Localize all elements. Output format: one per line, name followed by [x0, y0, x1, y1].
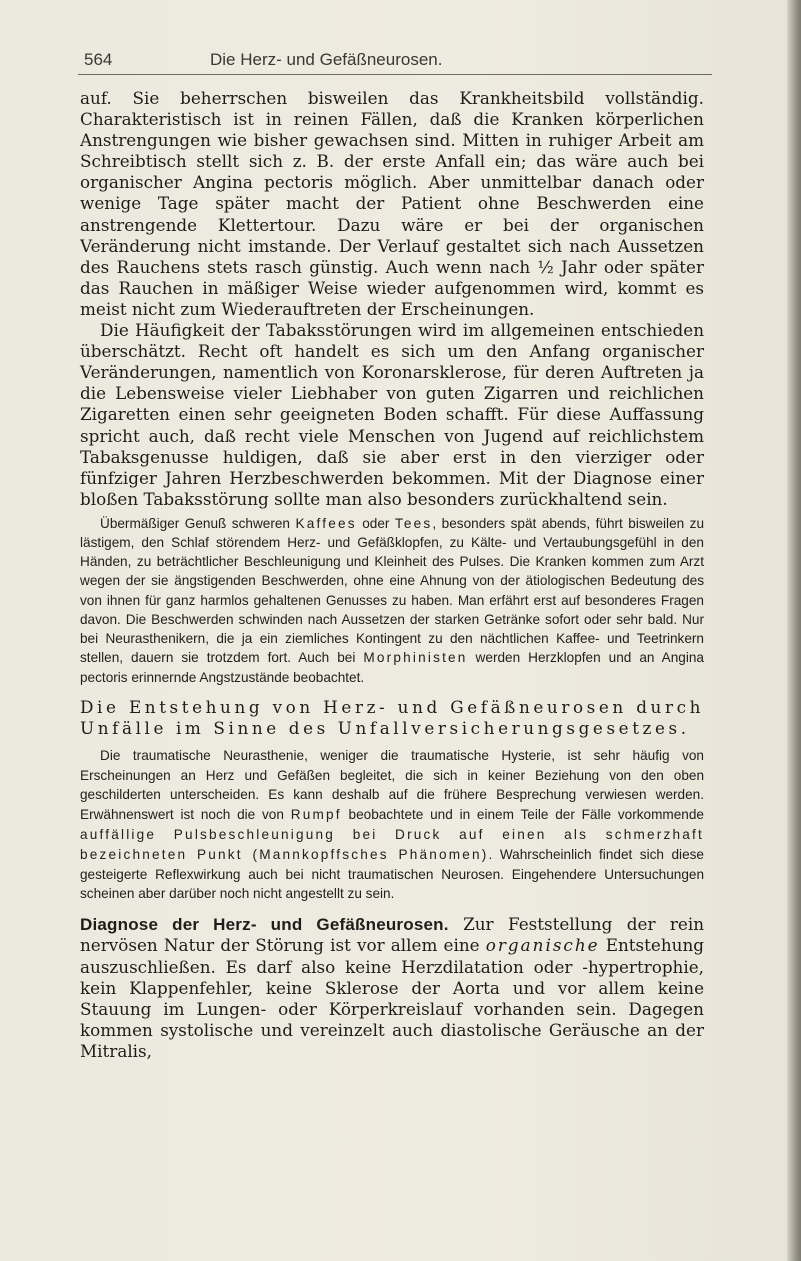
diagnosis-paragraph	[80, 914, 704, 1062]
spaced-word-tee: Tees	[394, 515, 433, 531]
section-heading-unfall	[80, 697, 704, 740]
small-print-paragraph-coffee-tea	[80, 514, 704, 687]
text-span: Die traumatische Neurasthenie, weniger die traumatische Hysterie, ist sehr häufig von Erscheinungen an Herz und Gefäßen begleitet, die sich in keiner Beziehung von den oben geschilderten unterscheiden. Es kann deshalb auf die frühere Besprechung verwiesen werden. Erwähnenswert ist noch die von	[80, 747, 704, 823]
text-span: werden Herzklopfen und an Angina pectoris erinnernde Angstzustände beobachtet.	[80, 650, 704, 685]
running-head: Die Herz- und Gefäßneurosen.	[210, 50, 443, 69]
page-content	[80, 88, 704, 1063]
header-rule	[78, 74, 712, 75]
paragraph-2: Die Häufigkeit der Tabaksstörungen wird im allgemeinen entschieden überschätzt. Recht oft handelt es sich um den Anfang organischer Veränderungen, namentlich von Koronarsklerose, für deren Auftreten ja die Lebensweise vieler Liebhaber von guten Zigarren und reichlichen Zigaretten einen sehr geeigneten Boden schafft. Für diese Auffassung spricht auch, daß recht viele Menschen von Jugend auf reichlichstem Tabaksgenusse huldigen, daß sie aber erst in den vierziger oder fünfziger Jahren Herzbeschwerden bekommen. Mit der Diagnose einer bloßen Tabaksstörung sollte man also besonders zurückhaltend sein.	[80, 320, 704, 509]
text-span: . Wahrscheinlich findet sich diese gesteigerte Reflexwirkung auch bei nicht traumatischen Neurosen. Eingehendere Untersuchungen scheinen aber darüber noch nicht angestellt zu sein.	[80, 846, 704, 902]
text-span: oder	[356, 515, 395, 531]
section-heading-text: Die Entstehung von Herz- und Gefäßneurosen durch Unfälle im Sinne des Unfallversicherungsgesetzes.	[80, 696, 704, 739]
text-span: Übermäßiger Genuß schweren	[100, 515, 296, 531]
text-span: Entstehung auszuschließen. Es darf also keine Herzdilatation oder -hypertrophie, kein Klappenfehler, keine Sklerose der Aorta und vor allem keine Stauung im Lungen- oder Körperkreislauf vorhanden sein. Dagegen kommen systolische und vereinzelt auch diastolische Geräusche an der Mitralis,	[80, 935, 704, 1062]
small-print-paragraph-traumatic	[80, 746, 704, 904]
spaced-phrase-mannkopff: auffällige Pulsbeschleunigung bei Druck auf einen als schmerzhaft bezeichneten Punkt (Mannkopffsches Phänomen)	[80, 827, 704, 862]
italic-word-organische: organische	[485, 935, 600, 956]
spaced-word-morphinisten: Morphinisten	[363, 650, 468, 666]
spaced-word-kaffee: Kaffees	[295, 515, 357, 531]
text-span: , besonders spät abends, führt bisweilen zu lästigem, den Schlaf störendem Herz- und Gefäßklopfen, zu Kälte- und Vertaubungsgefühl in den Händen, zu beträchtlicher Beschleunigung und Kleinheit des Pulses. Die Kranken kommen zum Arzt wegen der sie ängstigenden Beschwerden, ohne eine Ahnung von der ätiologischen Bedeutung des von ihnen für ganz harmlos gehaltenen Genusses zu haben. Man erfährt erst auf besonderes Fragen davon. Die Beschwerden schwinden nach Aussetzen der starken Getränke sofort oder sehr bald. Nur bei Neurasthenikern, die ja ein ziemliches Kontingent zu den nächtlichen Kaffee- und Teetrinkern stellen, dauern sie trotzdem fort. Auch bei	[80, 515, 705, 666]
diagnosis-heading: Diagnose der Herz- und Gefäßneurosen.	[80, 915, 449, 935]
text-span: beobachtete und in einem Teile der Fälle vorkommende	[341, 807, 704, 823]
page-number: 564	[84, 50, 113, 69]
spaced-word-rumpf: Rumpf	[290, 807, 342, 823]
paragraph-1: auf. Sie beherrschen bisweilen das Krankheitsbild vollständig. Charakteristisch ist in reinen Fällen, daß die Kranken körperlichen Anstrengungen wie bisher gewachsen sind. Mitten in ruhiger Arbeit am Schreibtisch stellt sich z. B. der erste Anfall ein; das wäre auch bei organischer Angina pectoris möglich. Aber unmittelbar danach oder wenige Tage später macht der Patient ohne Beschwerden eine anstrengende Klettertour. Dazu wäre er bei der organischen Veränderung nicht imstande. Der Verlauf gestaltet sich nach Aussetzen des Rauchens stets rasch günstig. Auch wenn nach ½ Jahr oder später das Rauchen in mäßiger Weise wieder aufgenommen wird, kommt es meist nicht zum Wiederauftreten der Erscheinungen.	[80, 88, 704, 319]
book-spine-shadow	[787, 0, 801, 1261]
page-header	[72, 48, 712, 80]
text-span: Zur Feststellung der rein nervösen Natur der Störung ist vor allem eine	[80, 914, 705, 956]
